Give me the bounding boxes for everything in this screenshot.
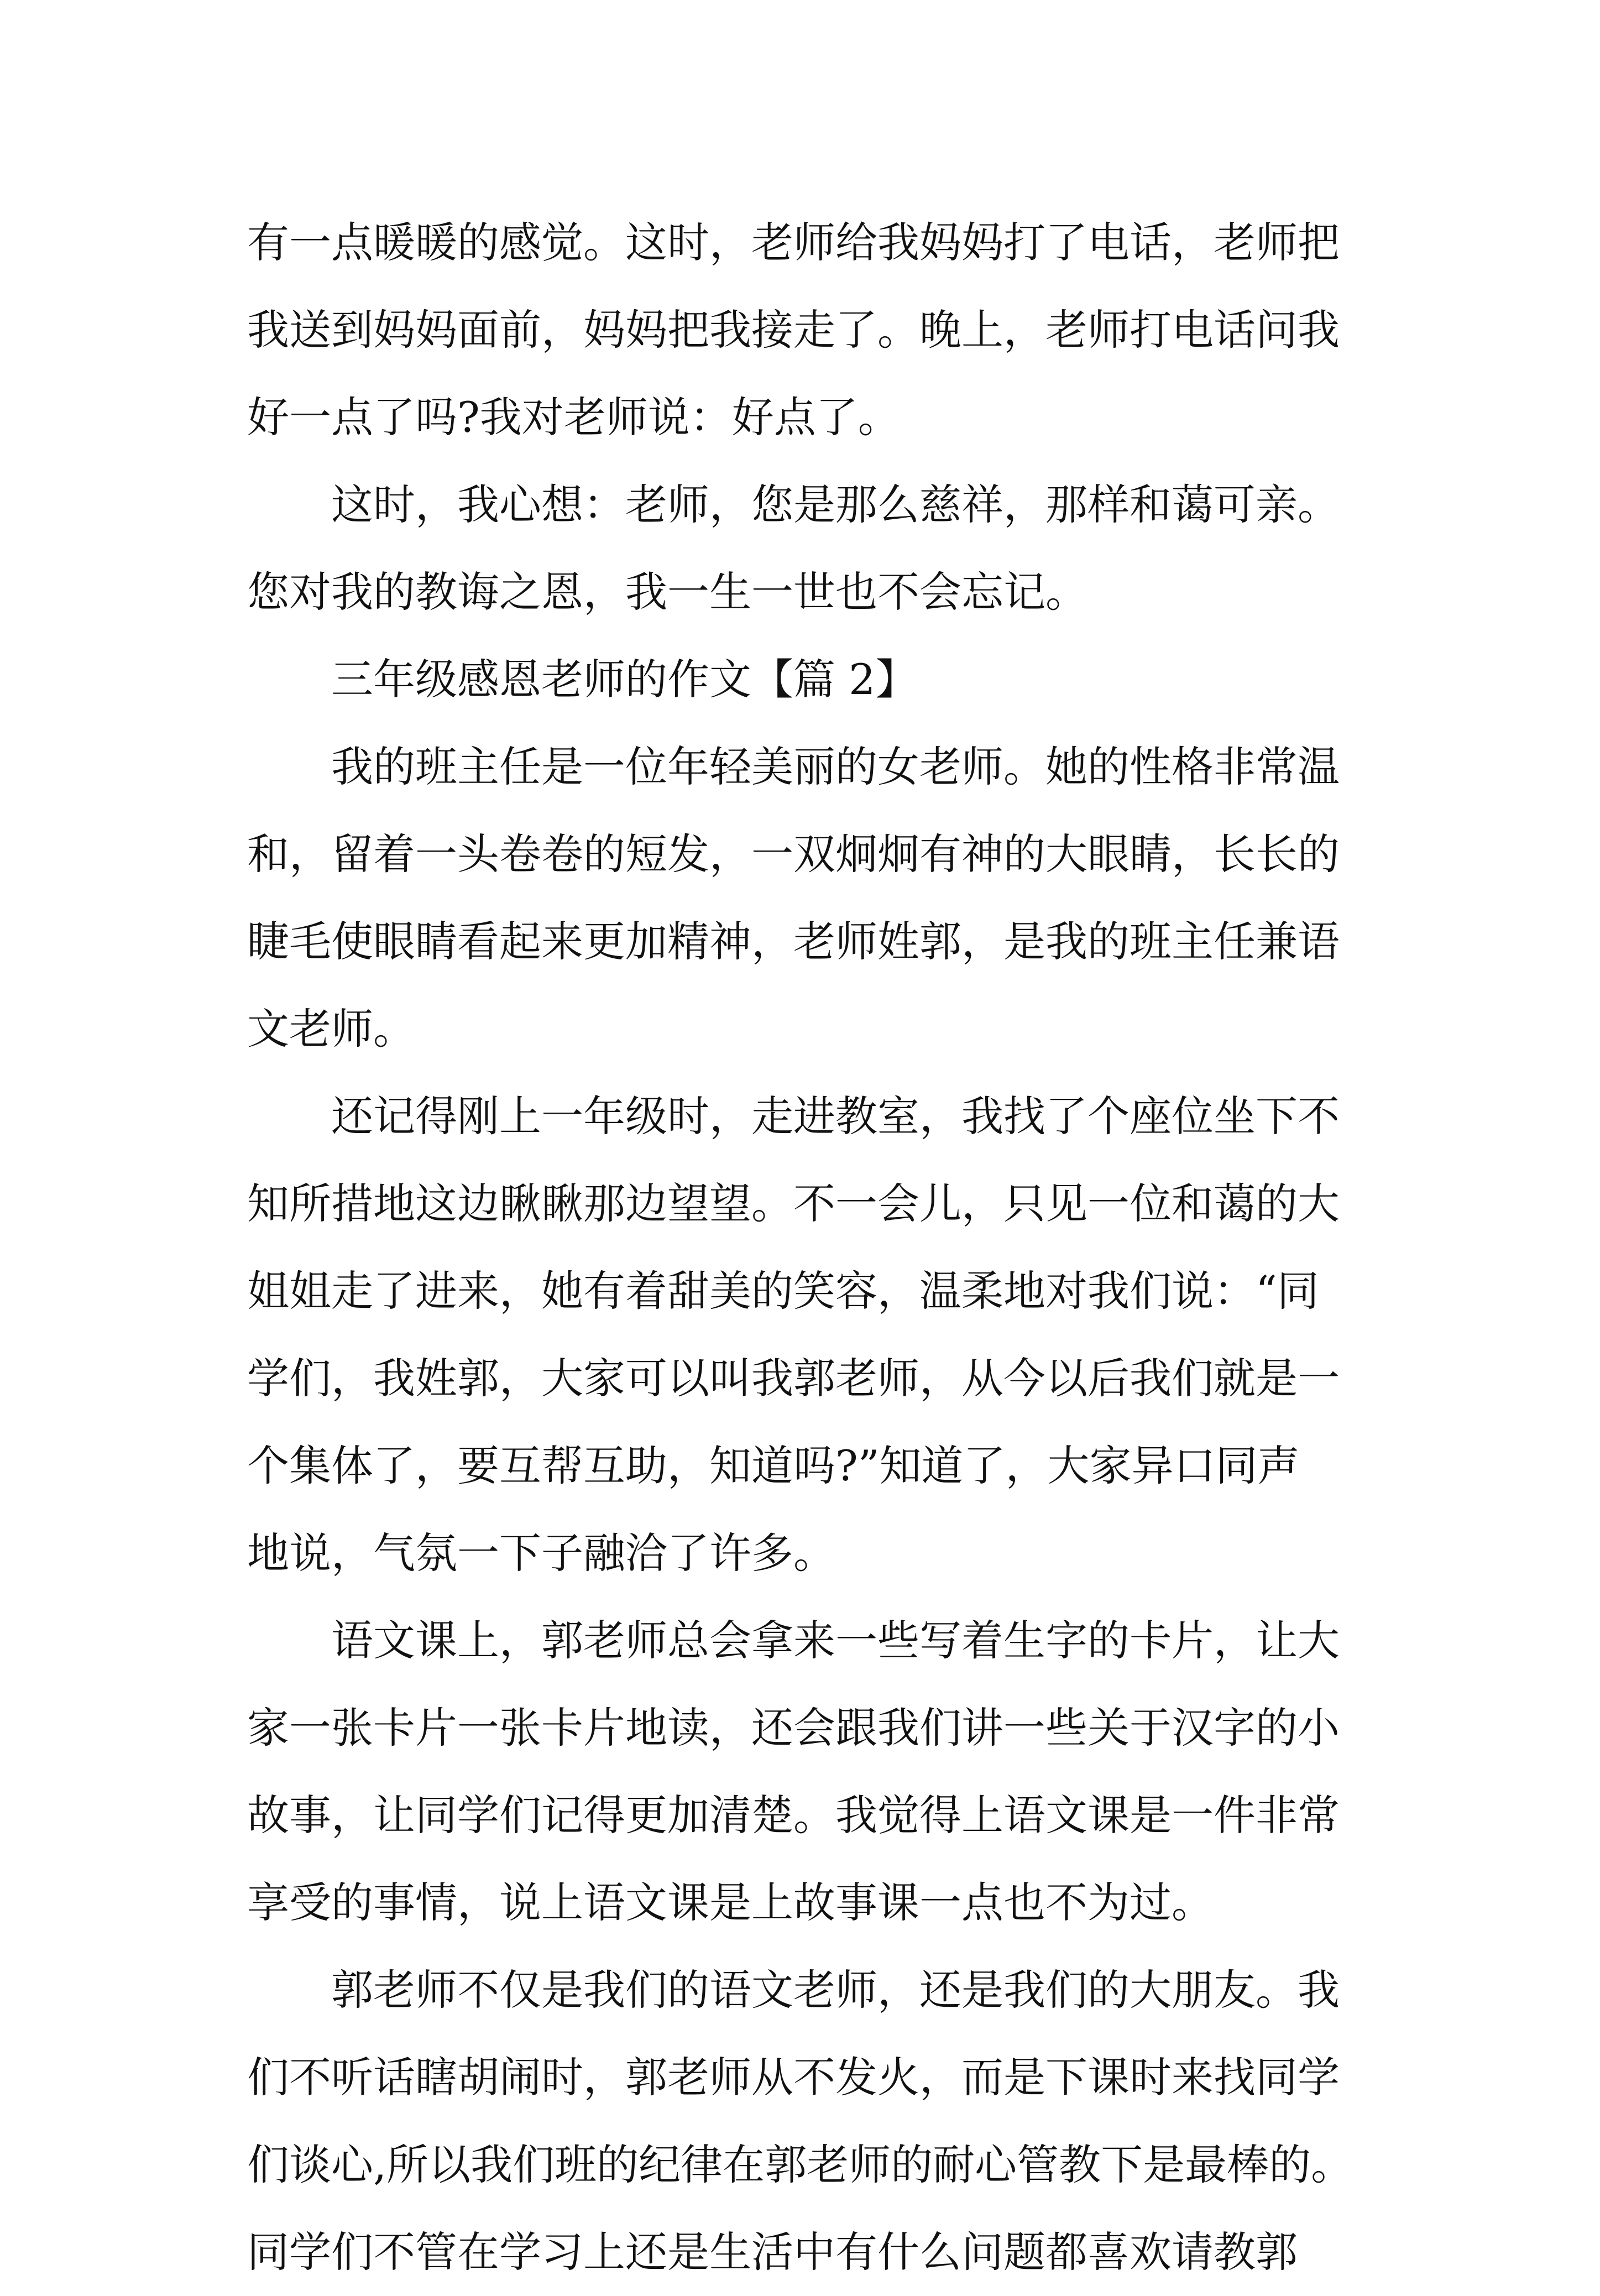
text-line: 学们，我姓郭，大家可以叫我郭老师，从今以后我们就是一 — [247, 1354, 1340, 1403]
section-heading: 三年级感恩老师的作文【篇 2】 — [331, 655, 918, 704]
document-body — [247, 199, 1369, 2296]
text-line: 家一张卡片一张卡片地读，还会跟我们讲一些关于汉字的小 — [247, 1703, 1340, 1752]
text-line: 地说，气氛一下子融洽了许多。 — [247, 1528, 835, 1578]
text-line: 我送到妈妈面前，妈妈把我接走了。晚上，老师打电话问我 — [247, 305, 1340, 354]
text-line: 知所措地这边瞅瞅那边望望。不一会儿，只见一位和蔼的大 — [247, 1179, 1340, 1228]
text-line: 文老师。 — [247, 1004, 415, 1053]
text-line: 们谈心,所以我们班的纪律在郭老师的耐心管教下是最棒的。 — [247, 2140, 1353, 2189]
text-line: 同学们不管在学习上还是生活中有什么问题都喜欢请教郭 — [247, 2227, 1298, 2277]
text-line: 您对我的教诲之恩，我一生一世也不会忘记。 — [247, 567, 1087, 617]
text-line: 个集体了，要互帮互助，知道吗?”知道了，大家异口同声 — [247, 1441, 1300, 1490]
text-line: 这时，我心想：老师，您是那么慈祥，那样和蔼可亲。 — [331, 480, 1340, 529]
text-line: 郭老师不仅是我们的语文老师，还是我们的大朋友。我 — [331, 1965, 1340, 2015]
text-line: 还记得刚上一年级时，走进教室，我找了个座位坐下不 — [331, 1092, 1340, 1141]
text-line: 睫毛使眼睛看起来更加精神，老师姓郭，是我的班主任兼语 — [247, 917, 1340, 966]
text-line: 姐姐走了进来，她有着甜美的笑容，温柔地对我们说：“同 — [247, 1266, 1319, 1316]
text-line: 有一点暖暖的感觉。这时，老师给我妈妈打了电话，老师把 — [247, 218, 1340, 267]
text-line: 故事，让同学们记得更加清楚。我觉得上语文课是一件非常 — [247, 1791, 1340, 1840]
text-line: 好一点了吗?我对老师说：好点了。 — [247, 393, 900, 442]
text-line: 和，留着一头卷卷的短发，一双炯炯有神的大眼睛，长长的 — [247, 829, 1340, 879]
text-line: 们不听话瞎胡闹时，郭老师从不发火，而是下课时来找同学 — [247, 2053, 1340, 2102]
text-line: 我的班主任是一位年轻美丽的女老师。她的性格非常温 — [331, 742, 1340, 791]
text-line: 语文课上，郭老师总会拿来一些写着生字的卡片，让大 — [331, 1616, 1340, 1665]
text-line: 享受的事情，说上语文课是上故事课一点也不为过。 — [247, 1878, 1214, 1927]
